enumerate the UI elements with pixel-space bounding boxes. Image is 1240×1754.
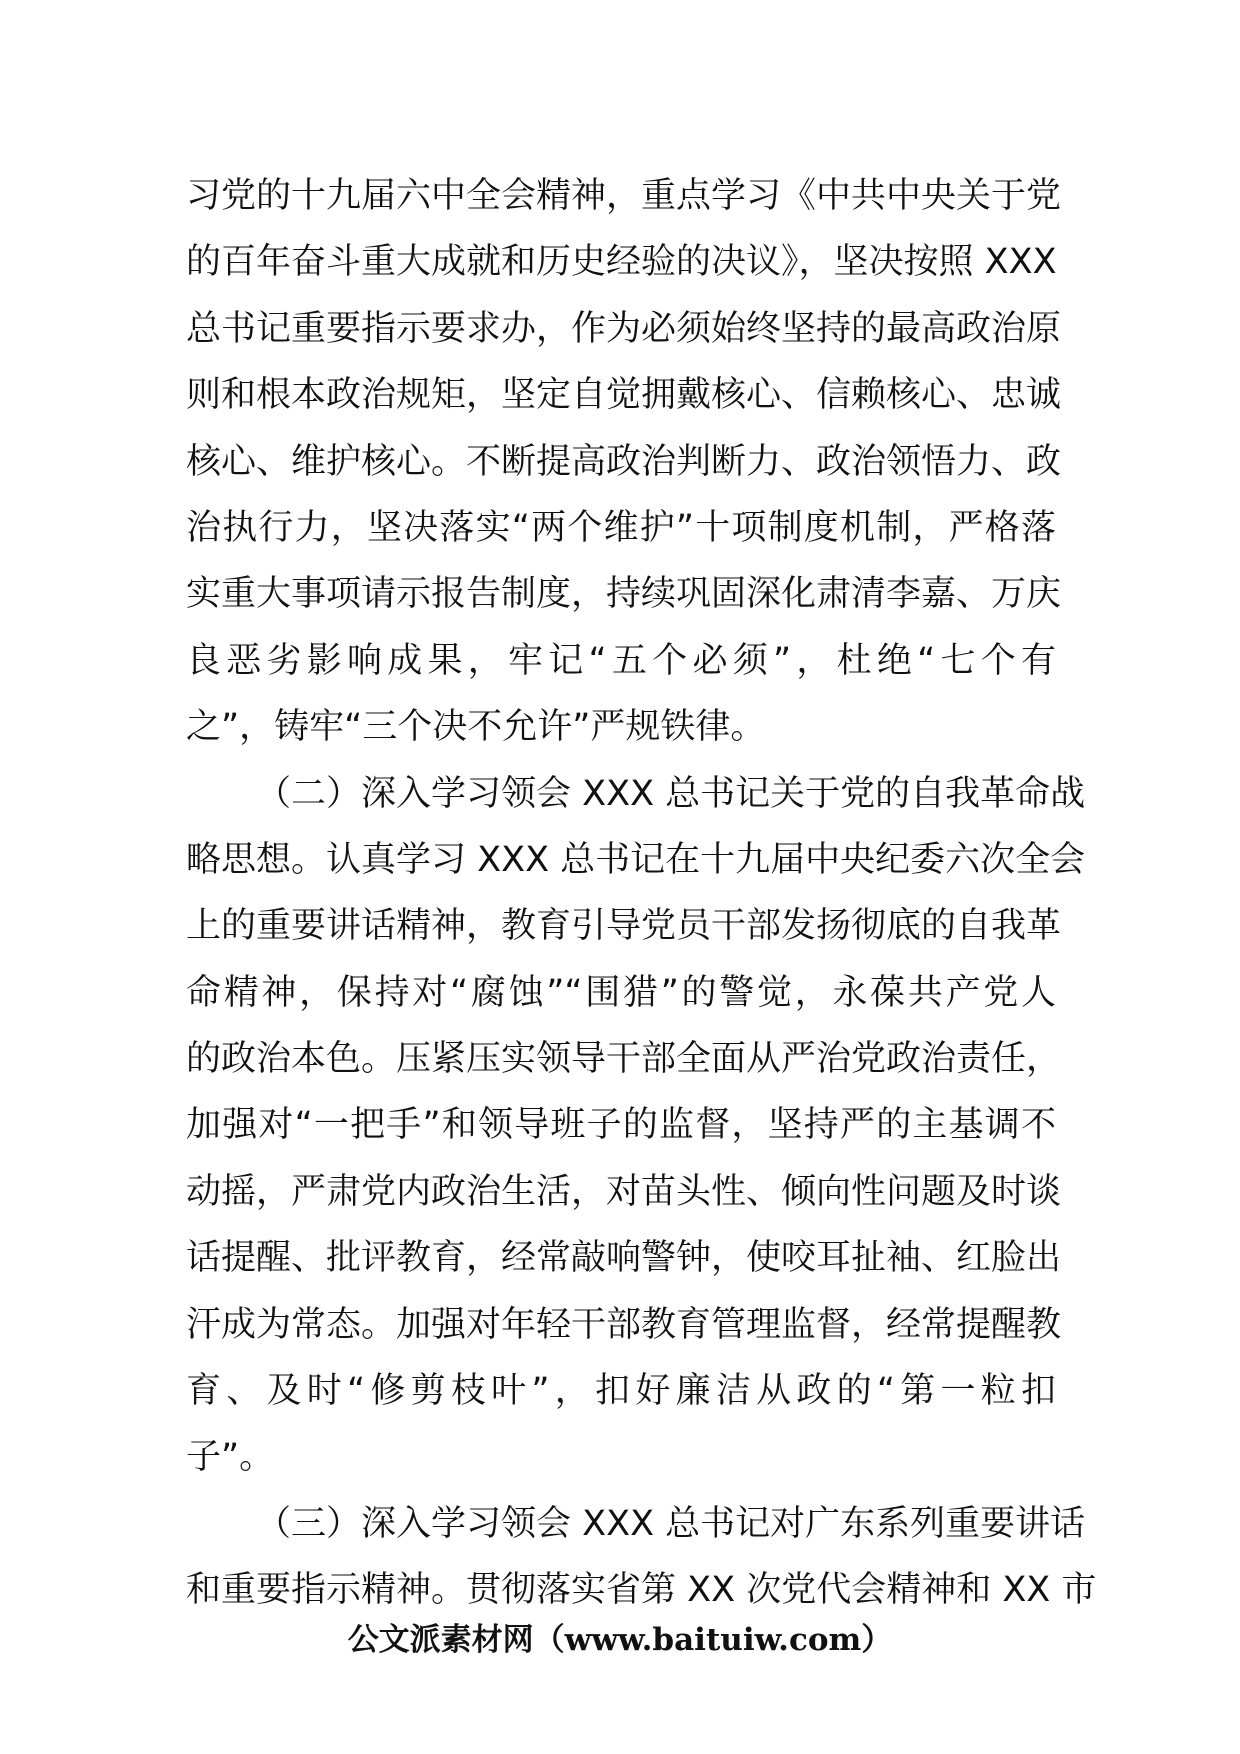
text-line: 核心、维护核心。不断提高政治判断力、政治领悟力、政 [186,441,1062,482]
text-line: 的政治本色。压紧压实领导干部全面从严治党政治责任， [186,1039,1062,1080]
text-line: 话提醒、批评教育，经常敲响警钟，使咬耳扯袖、红脸出 [186,1238,1062,1279]
section-heading-line: （二）深入学习领会 XXX 总书记关于党的自我革命战 [256,773,1086,814]
section-heading-line: （三）深入学习领会 XXX 总书记对广东系列重要讲话 [256,1503,1086,1544]
text-line: 加强对“一把手”和领导班子的监督，坚持严的主基调不 [186,1105,1056,1146]
text-line: 育、及时“修剪枝叶”，扣好廉洁从政的“第一粒扣 [186,1371,1056,1412]
text-line: 良恶劣影响成果，牢记“五个必须”，杜绝“七个有 [186,640,1056,681]
text-line: 习党的十九届六中全会精神，重点学习《中共中央关于党 [186,176,1062,216]
text-line: 命精神，保持对“腐蚀”“围猎”的警觉，永葆共产党人 [186,972,1056,1013]
text-line: 汗成为常态。加强对年轻干部教育管理监督，经常提醒教 [186,1304,1062,1345]
footer-watermark: 公文派素材网（www.baituiw.com） [347,1622,893,1658]
text-line: 动摇，严肃党内政治生活，对苗头性、倾向性问题及时谈 [186,1171,1062,1212]
text-line: 子”。 [186,1437,275,1478]
text-line: 略思想。认真学习 XXX 总书记在十九届中央纪委六次全会 [186,839,1086,880]
text-line: 实重大事项请示报告制度，持续巩固深化肃清李嘉、万庆 [186,574,1062,615]
text-line: 上的重要讲话精神，教育引导党员干部发扬彻底的自我革 [186,906,1062,947]
text-line: 治执行力，坚决落实“两个维护”十项制度机制，严格落 [186,507,1056,548]
text-line: 的百年奋斗重大成就和历史经验的决议》，坚决按照 XXX [186,242,1057,283]
text-line: 总书记重要指示要求办，作为必须始终坚持的最高政治原 [186,308,1062,349]
text-line: 和重要指示精神。贯彻落实省第 XX 次党代会精神和 XX 市 [186,1570,1097,1611]
text-line: 则和根本政治规矩，坚定自觉拥戴核心、信赖核心、忠诚 [186,375,1062,416]
body-text [186,163,1097,1624]
text-line: 之”，铸牢“三个决不允许”严规铁律。 [186,707,766,748]
